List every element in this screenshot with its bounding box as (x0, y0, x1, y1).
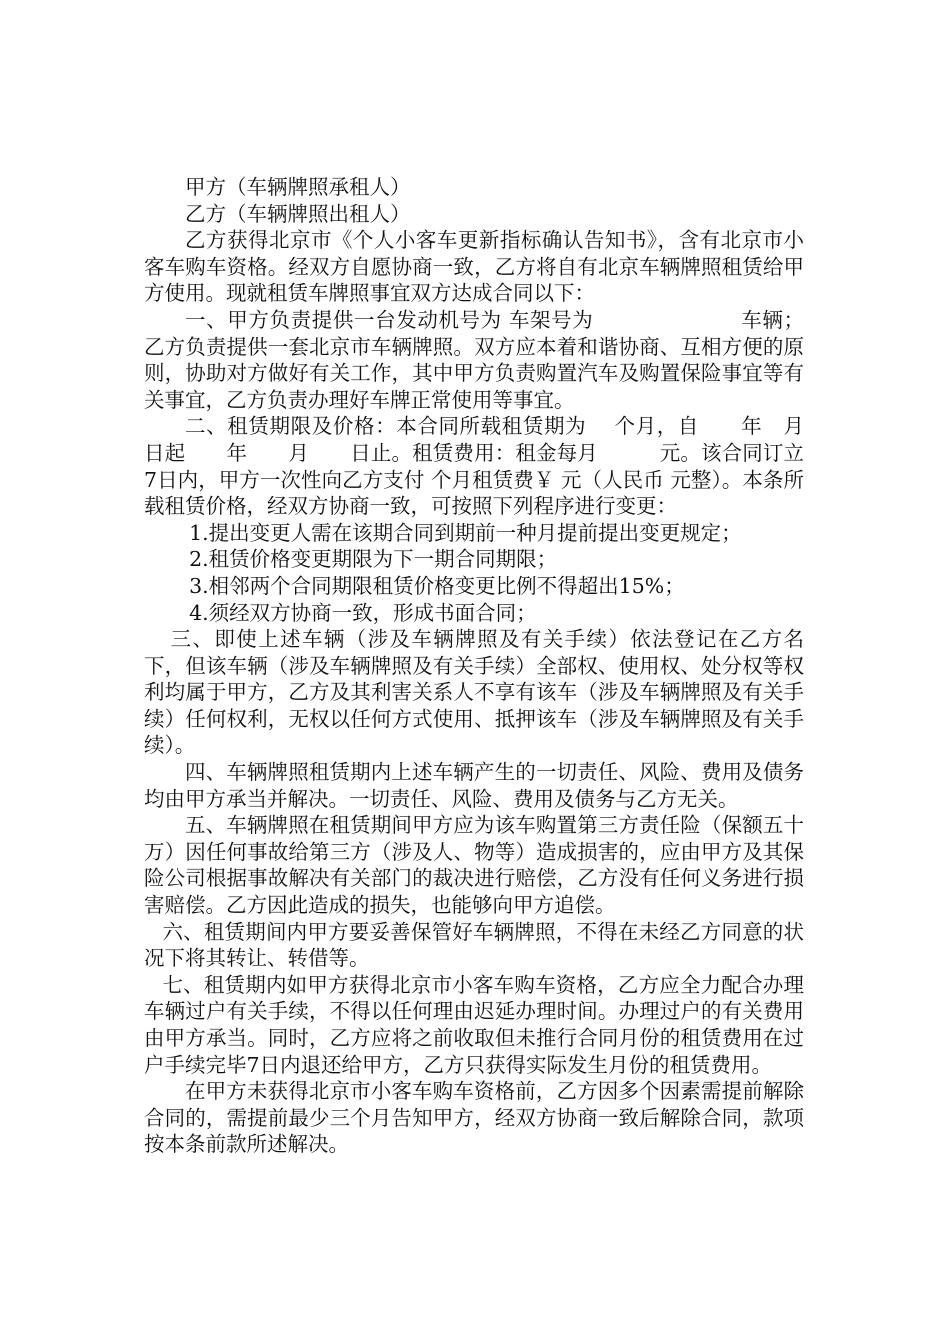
clause-7-continuation: 在甲方未获得北京市小客车购车资格前，乙方因多个因素需提前解除合同的，需提前最少三个月告知甲方，经双方协商一致后解除合同，款项按本条前款所述解决。 (144, 1079, 804, 1157)
clause-2-item-3: 3.相邻两个合同期限租赁价格变更比例不得超出15%； (189, 573, 685, 598)
contract-body (144, 174, 845, 1158)
clause-3-paragraph: 三、即使上述车辆（涉及车辆牌照及有关手续）依法登记在乙方名下，但该车辆（涉及车辆牌照及有关手续）全部权、使用权、处分权等权利均属于甲方，乙方及其利害关系人不享有该车（涉及车辆牌照及有关手续）任何权利，无权以任何方式使用、抵押该车（涉及车辆牌照及有关手续）。 (144, 627, 804, 758)
clause-2-item-4: 4.须经双方协商一致，形成书面合同； (189, 600, 537, 625)
clause-4-paragraph: 四、车辆牌照租赁期内上述车辆产生的一切责任、风险、费用及债务均由甲方承当并解决。一切责任、风险、费用及债务与乙方无关。 (144, 760, 804, 811)
clause-2-item-2: 2.租赁价格变更期限为下一期合同期限； (189, 547, 558, 572)
clause-6-paragraph: 六、租赁期间内甲方要妥善保管好车辆牌照，不得在未经乙方同意的状况下将其转让、转借等。 (144, 919, 804, 971)
clause-7-paragraph: 七、租赁期内如甲方获得北京市小客车购车资格，乙方应全力配合办理车辆过户有关手续，不得以任何理由迟延办理时间。办理过户的有关费用由甲方承当。同时，乙方应将之前收取但未推行合同月份的租赁费用在过户手续完毕7日内退还给甲方，乙方只获得实际发生月份的租赁费用。 (144, 972, 804, 1077)
clause-5-paragraph: 五、车辆牌照在租赁期间甲方应为该车购置第三方责任险（保额五十万）因任何事故给第三方（涉及人、物等）造成损害的，应由甲方及其保险公司根据事故解决有关部门的裁决进行赔偿，乙方没有任何义务进行损害赔偿。乙方因此造成的损失，也能够向甲方追偿。 (144, 813, 804, 918)
clause-1-paragraph: 一、甲方负责提供一台发动机号为 车架号为 车辆；乙方负责提供一套北京市车辆牌照。双方应本着和谐协商、互相方便的原则，协助对方做好有关工作，其中甲方负责购置汽车及购置保险事宜等有关事宜，乙方负责办理好车牌正常使用等事宜。 (144, 307, 804, 412)
party-a-line: 甲方（车辆牌照承租人） (185, 175, 411, 199)
party-b-line: 乙方（车辆牌照出租人） (185, 201, 411, 226)
preamble-paragraph: 乙方获得北京市《个人小客车更新指标确认告知书》，含有北京市小客车购车资格。经双方自愿协商一致，乙方将自有北京车辆牌照租赁给甲方使用。现就租赁车牌照事宜双方达成合同以下： (144, 228, 804, 306)
clause-2-paragraph: 二、租赁期限及价格：本合同所载租赁期为 个月，自 年 月 日起 年 月 日止。租赁费用：租金每月 元。该合同订立7日内，甲方一次性向乙方支付 个月租赁费￥ 元（人民币 元整）。本条所载租赁价格，经双方协商一致，可按照下列程序进行变更： (144, 414, 845, 519)
clause-2-item-1: 1.提出变更人需在该期合同到期前一种月提前提出变更规定； (189, 520, 742, 545)
